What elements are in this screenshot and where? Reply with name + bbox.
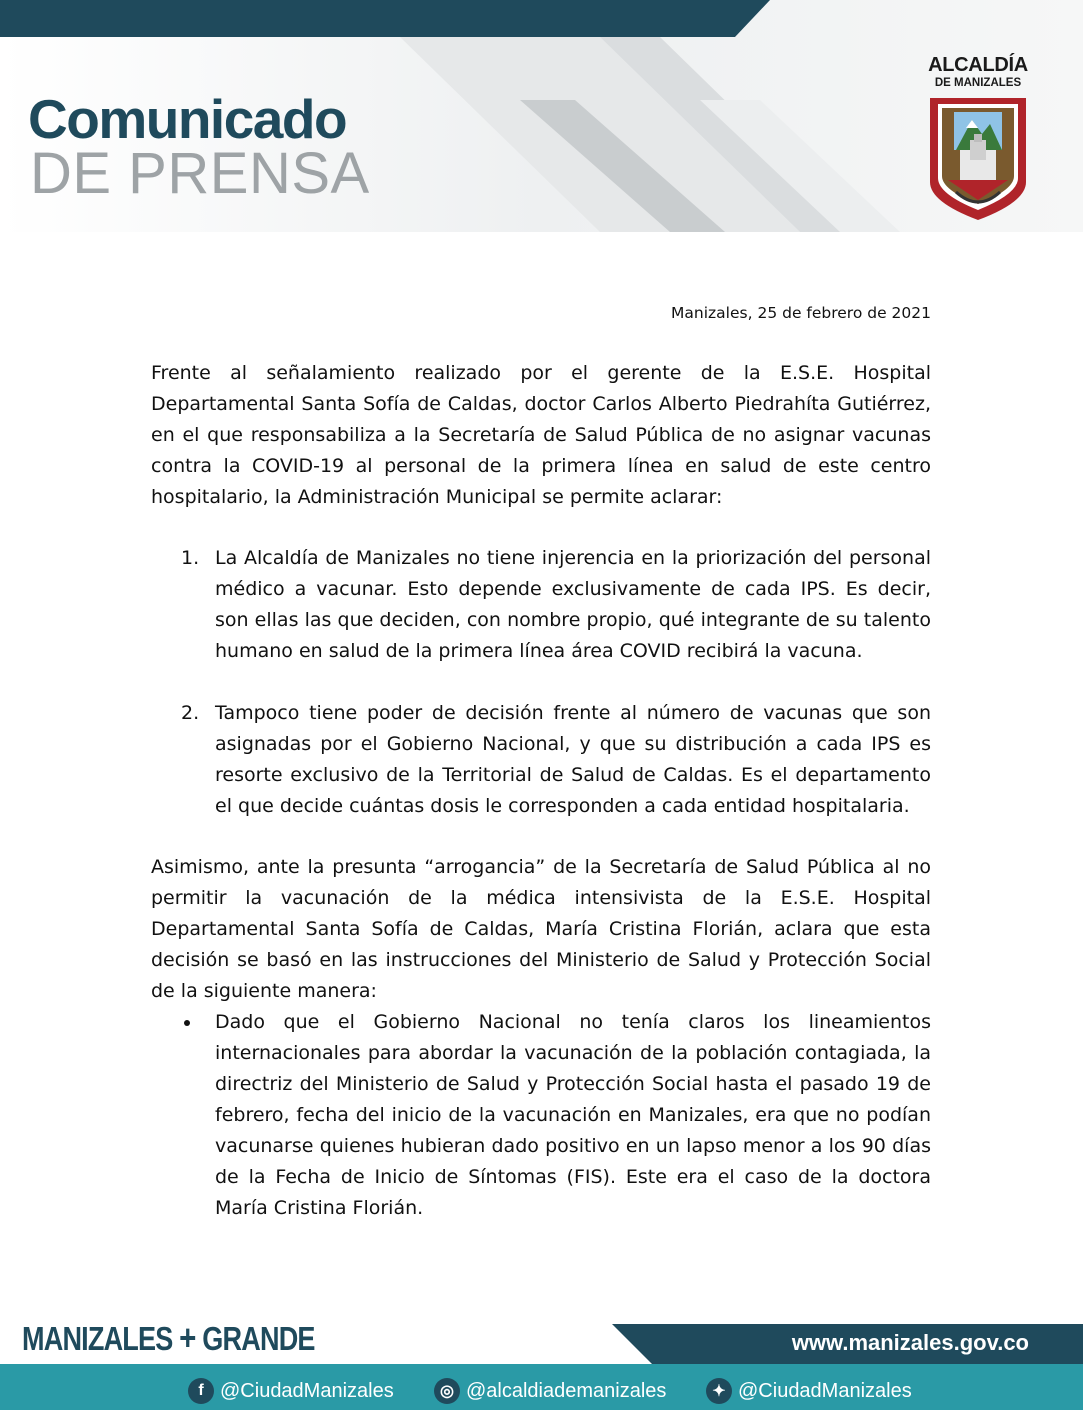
- website-link[interactable]: www.manizales.gov.co: [791, 1330, 1029, 1355]
- manizales-grande-brand: [22, 1317, 315, 1358]
- facebook-icon: f: [188, 1378, 214, 1404]
- twitter-icon: ✦: [706, 1378, 732, 1404]
- alcaldia-logo: [922, 55, 1034, 224]
- logo-title: ALCALDÍA: [928, 54, 1028, 76]
- list-marker: 2.: [181, 702, 200, 724]
- press-release-header: [0, 0, 1083, 232]
- brand-grande: GRANDE: [202, 1320, 315, 1357]
- document-date: Manizales, 25 de febrero de 2021: [671, 304, 931, 322]
- logo-subtitle: DE MANIZALES: [934, 77, 1022, 89]
- list-item: Dado que el Gobierno Nacional no tenía claros los lineamientos internacionales para abordar la vacunación de la población contagiada, la directriz del Ministerio de Salud y Protección Social hasta el pasado 19 de febrero, fecha del inicio de la vacunación en Manizales, era que no podían vacunarse quienes hubieran dado positivo en un lapso menor a los 90 días de la Fecha de Inicio de Síntomas (FIS). Este era el caso de la doctora María Cristina Florián.: [215, 1011, 931, 1219]
- twitter-handle-text: @CiudadManizales: [738, 1379, 912, 1402]
- coat-of-arms-icon: [926, 94, 1030, 224]
- list-marker: 1.: [181, 547, 200, 569]
- bullet-icon: [184, 1020, 190, 1026]
- intro-paragraph: Frente al señalamiento realizado por el gerente de la E.S.E. Hospital Departamental Santa Sofía de Caldas, doctor Carlos Alberto Piedrahíta Gutiérrez, en el que responsabiliza a la Secretaría de Salud Pública de no asignar vacunas contra la COVID-19 al personal de la primera línea en salud de este centro hospitalario, la Administración Municipal se permite aclarar:: [151, 362, 931, 508]
- list-item: La Alcaldía de Manizales no tiene injerencia en la priorización del personal médico a vacunar. Esto depende exclusivamente de cada IPS. Es decir, son ellas las que deciden, con nombre propio, qué integrante de su talento humano en salud de la primera línea área COVID recibirá la vacuna.: [215, 547, 931, 662]
- brand-manizales: MANIZALES: [22, 1320, 173, 1357]
- page-footer: [0, 1310, 1083, 1410]
- second-paragraph: Asimismo, ante la presunta “arrogancia” de la Secretaría de Salud Pública al no permitir la vacunación de la médica intensivista de la E.S.E. Hospital Departamental Santa Sofía de Caldas, María Cristina Florián, aclara que esta decisión se basó en las instrucciones del Ministerio de Salud y Protección Social de la siguiente manera:: [151, 856, 931, 1002]
- brand-plus: +: [179, 1317, 196, 1358]
- instagram-handle-text: @alcaldiademanizales: [466, 1379, 667, 1402]
- header-title-comunicado: Comunicado: [28, 88, 347, 150]
- instagram-handle[interactable]: [434, 1376, 666, 1406]
- facebook-handle[interactable]: [188, 1376, 394, 1406]
- facebook-handle-text: @CiudadManizales: [220, 1379, 394, 1402]
- header-title-de-prensa: DE PRENSA: [30, 141, 370, 206]
- list-item: Tampoco tiene poder de decisión frente al número de vacunas que son asignadas por el Gobierno Nacional, y que su distribución a cada IPS es resorte exclusivo de la Territorial de Salud de Caldas. Es el departamento el que decide cuántas dosis le corresponden a cada entidad hospitalaria.: [215, 702, 931, 817]
- twitter-handle[interactable]: [706, 1376, 912, 1406]
- instagram-icon: ◎: [434, 1378, 460, 1404]
